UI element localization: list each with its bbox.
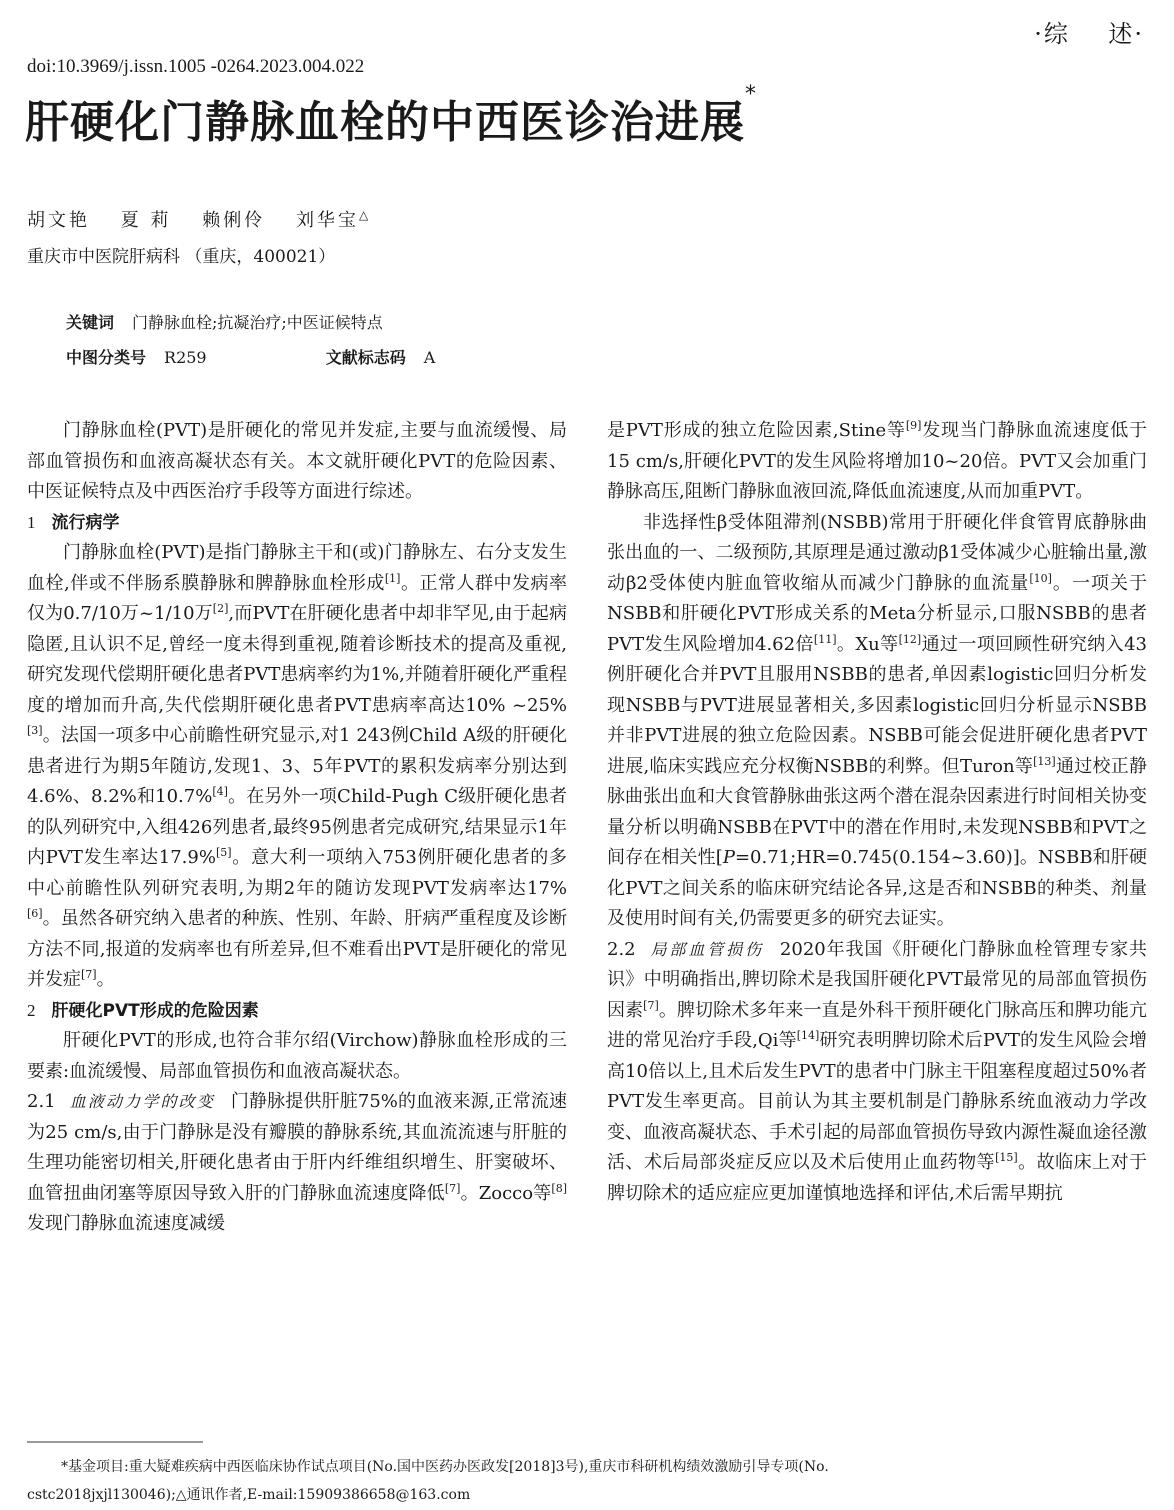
left-column bbox=[27, 416, 567, 1240]
text: 通过校正静脉曲张出血和大食管静脉曲张这两个潜在混杂因素进行时间相关协变量分析以明确NSBB在PVT中的潜在作用时,未发现NSBB和PVT之间存在相关性[ bbox=[607, 755, 1148, 868]
article-title bbox=[25, 82, 757, 150]
text: 。故临床上对于脾切除术的适应症应更加谨慎地选择和评估,术后需早期抗 bbox=[607, 1152, 1148, 1204]
keywords-row bbox=[66, 310, 383, 333]
funding-note: *基金项目:重大疑难疾病中西医临床协作试点项目(No.国中医药办医政发[2018]3号),重庆市科研机构绩效激励引导专项(No. bbox=[61, 1459, 829, 1475]
citation-ref[interactable]: [12] bbox=[898, 632, 922, 646]
text: 门静脉提供肝脏75%的血液来源,正常流速为25 cm/s,由于门静脉是没有瓣膜的静脉系统,其血流流速与肝脏的生理功能密切相关,肝硬化患者由于肝内纤维组织增生、肝窦破坏、血管扭曲闭塞等原因导致入肝的门静脉血流速度降低 bbox=[27, 1091, 567, 1204]
corresponding-mark: △ bbox=[358, 208, 372, 222]
text: 研究表明脾切除术后PVT的发生风险会增高10倍以上,且术后发生PVT的患者中门脉主干阻塞程度超过50%者PVT发生率更高。目前认为其主要机制是门静脉系统血液动力学改变、血液高凝状态、手术引起的局部血管损伤导致内源性凝血途径激活、术后局部炎症反应以及术后使用止血药物等 bbox=[607, 1030, 1147, 1173]
text: 。法国一项多中心前瞻性研究显示,对1 243例Child A级的肝硬化患者进行为期5年随访,发现1、3、5年PVT的累积发病率分别达到4.6%、8.2%和10.7% bbox=[27, 725, 567, 807]
text: 门静脉血栓(PVT)是指门静脉主干和(或)门静脉左、右分支发生血栓,伴或不伴肠系膜静脉和脾静脉血栓形成 bbox=[27, 542, 567, 594]
funding-mark: * bbox=[745, 82, 757, 107]
text: 。正常人群中发病率仅为0.7/10万~1/10万 bbox=[27, 572, 567, 624]
text: 通过一项回顾性研究纳入43例肝硬化合并PVT且服用NSBB的患者,单因素logistic回归分析发现NSBB与PVT进展显著相关,多因素logistic回归分析显示NSBB并非PVT进展的独立危险因素。NSBB可能会促进肝硬化患者PVT进展,临床实践应充分权衡NSBB的利弊。但Turon等 bbox=[607, 633, 1147, 777]
subsection-2-2 bbox=[607, 935, 1147, 1210]
citation-ref[interactable]: [7] bbox=[81, 968, 97, 981]
text: 。一项关于NSBB和肝硬化PVT形成关系的Meta分析显示,口服NSBB的患者PVT发生风险增加4.62倍 bbox=[607, 572, 1148, 655]
doc-code-label: 文献标志码 bbox=[325, 348, 406, 367]
text: =0.71;HR=0.745(0.154~3.60)]。NSBB和肝硬化PVT之间关系的临床研究结论各异,这是否和NSBB的种类、剂量及使用时间有关,仍需要更多的研究去证实。 bbox=[607, 847, 1147, 929]
keywords: 门静脉血栓;抗凝治疗;中医证候特点 bbox=[132, 313, 383, 332]
intro-paragraph: 门静脉血栓(PVT)是肝硬化的常见并发症,主要与血流缓慢、局部血管损伤和血液高凝状态有关。本文就肝硬化PVT的危险因素、中医证候特点及中西医治疗手段等方面进行综述。 bbox=[27, 420, 567, 502]
text: 发现门静脉血流速度减缓 bbox=[27, 1213, 225, 1234]
text: 。虽然各研究纳入患者的种族、性别、年龄、肝病严重程度及诊断方法不同,报道的发病率也有所差异,但不难看出PVT是肝硬化的常见并发症 bbox=[27, 908, 567, 990]
text: 。Xu等 bbox=[836, 633, 899, 655]
subsection-number: 2.2 bbox=[607, 938, 636, 960]
right-column bbox=[607, 416, 1147, 1209]
text: ,而PVT在肝硬化患者中却非罕见,由于起病隐匿,且认识不足,曾经一度未得到重视,随着诊断技术的提高及重视,研究发现代偿期肝硬化患者PVT患病率约为1%,并随着肝硬化严重程度的增加而升高,失代偿期肝硬化患者PVT患病率高达10% ~25% bbox=[27, 603, 567, 716]
clc-label: 中图分类号 bbox=[66, 348, 147, 367]
section-heading-1 bbox=[27, 508, 567, 539]
doc-code-value: A bbox=[423, 348, 436, 367]
text: 是PVT形成的独立危险因素,Stine等 bbox=[607, 420, 906, 441]
subsection-number: 2.1 bbox=[27, 1091, 56, 1112]
section-heading-2 bbox=[27, 996, 567, 1027]
classification-row bbox=[66, 345, 435, 368]
text: 。在另外一项Child-Pugh C级肝硬化患者的队列研究中,入组426列患者,最终95例患者完成研究,结果显示1年内PVT发生率达17.9% bbox=[27, 786, 568, 868]
paragraph: 肝硬化PVT的形成,也符合菲尔绍(Virchow)静脉血栓形成的三要素:血流缓慢、局部血管损伤和血液高凝状态。 bbox=[27, 1030, 567, 1082]
author: 赖俐伶 bbox=[202, 210, 266, 231]
citation-ref[interactable]: [6] bbox=[27, 907, 43, 920]
section-title: 流行病学 bbox=[51, 512, 120, 533]
paragraph bbox=[27, 538, 567, 996]
citation-ref[interactable]: [11] bbox=[813, 632, 837, 646]
section-number: 2 bbox=[27, 1000, 36, 1020]
subsection-title: 血液动力学的改变 bbox=[69, 1092, 215, 1111]
citation-ref[interactable]: [10] bbox=[1029, 571, 1052, 585]
subsection-title: 局部血管损伤 bbox=[649, 939, 764, 959]
citation-ref[interactable]: [2] bbox=[212, 602, 229, 615]
citation-ref[interactable]: [1] bbox=[384, 571, 401, 585]
doi: doi:10.3969/j.issn.1005 -0264.2023.004.022 bbox=[27, 56, 365, 77]
text: 。脾切除术多年来一直是外科干预肝硬化门脉高压和脾功能亢进的常见治疗手段,Qi等 bbox=[607, 999, 1148, 1051]
section-title: 肝硬化PVT形成的危险因素 bbox=[51, 1000, 259, 1021]
title-text: 肝硬化门静脉血栓的中西医诊治进展 bbox=[25, 97, 745, 148]
text: 。Zocco等 bbox=[460, 1182, 552, 1204]
author-list bbox=[27, 206, 371, 232]
paragraph bbox=[607, 416, 1147, 508]
correspondence-note: cstc2018jxjl130046);△通讯作者,E-mail:15909386658@163.com bbox=[27, 1487, 471, 1503]
text: 2020年我国《肝硬化门静脉血栓管理专家共识》中明确指出,脾切除术是我国肝硬化PVT最常见的局部血管损伤因素 bbox=[607, 938, 1147, 1021]
author: 胡文艳 bbox=[27, 210, 90, 231]
footnote-divider bbox=[27, 1441, 203, 1443]
keywords-label: 关键词 bbox=[66, 313, 115, 332]
citation-ref[interactable]: [15] bbox=[995, 1151, 1018, 1164]
citation-ref[interactable]: [4] bbox=[212, 785, 228, 798]
text: 。 bbox=[96, 969, 115, 990]
text: 发现当门静脉血流速度低于15 cm/s,肝硬化PVT的发生风险将增加10~20倍。PVT又会加重门静脉高压,阻断门静脉血液回流,降低血流速度,从而加重PVT。 bbox=[607, 420, 1148, 502]
citation-ref[interactable]: [14] bbox=[796, 1029, 820, 1042]
citation-ref[interactable]: [3] bbox=[27, 724, 43, 737]
citation-ref[interactable]: [5] bbox=[215, 846, 232, 859]
section-number: 1 bbox=[27, 512, 36, 532]
author: 夏 莉 bbox=[120, 210, 172, 231]
footnote bbox=[27, 1453, 1147, 1509]
paragraph bbox=[607, 508, 1147, 935]
author: 刘华宝 bbox=[295, 210, 359, 231]
text: 。意大利一项纳入753例肝硬化患者的多中心前瞻性队列研究表明,为期2年的随访发现PVT发病率达17% bbox=[27, 847, 567, 899]
citation-ref[interactable]: [7] bbox=[444, 1181, 461, 1195]
p-value-symbol: P bbox=[722, 847, 735, 868]
clc-value: R259 bbox=[164, 348, 207, 367]
affiliation: 重庆市中医院肝病科 （重庆，400021） bbox=[27, 247, 336, 267]
citation-ref[interactable]: [13] bbox=[1033, 754, 1056, 768]
citation-ref[interactable]: [8] bbox=[551, 1181, 568, 1195]
text: 非选择性β受体阻滞剂(NSBB)常用于肝硬化伴食管胃底静脉曲张出血的一、二级预防,其原理是通过激动β1受体减少心脏输出量,激动β2受体使内脏血管收缩从而减少门静脉的血流量 bbox=[607, 511, 1147, 594]
citation-ref[interactable]: [9] bbox=[905, 419, 922, 432]
section-tag: ·综 述· bbox=[1034, 20, 1144, 48]
subsection-2-1 bbox=[27, 1087, 567, 1240]
citation-ref[interactable]: [7] bbox=[643, 998, 659, 1012]
